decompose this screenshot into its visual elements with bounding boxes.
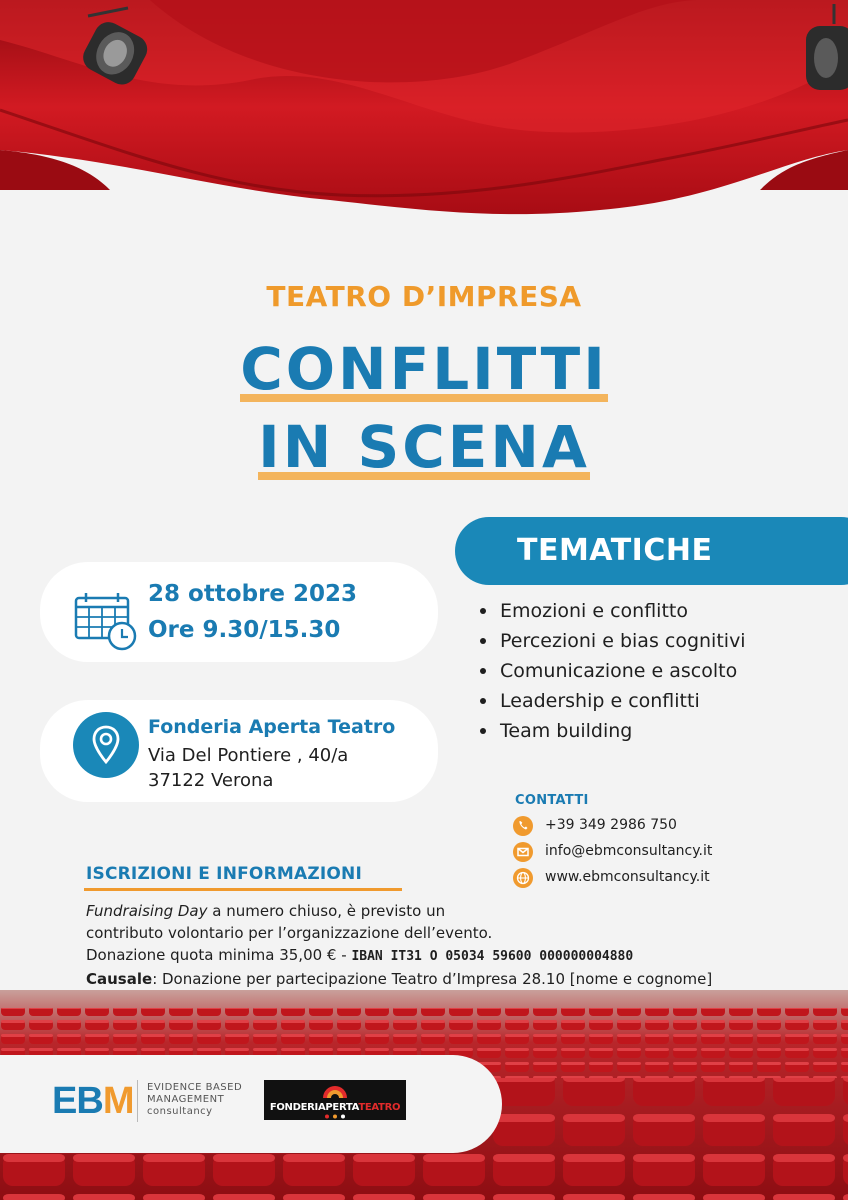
ebm-tagline bbox=[147, 1082, 242, 1118]
venue-address bbox=[148, 743, 348, 793]
title-text-2: IN SCENA bbox=[258, 413, 590, 481]
calendar-clock-icon bbox=[74, 592, 138, 652]
ebm-logo-e: E bbox=[52, 1080, 77, 1122]
fonderia-logo-white: FONDERIAPERTA bbox=[269, 1102, 359, 1113]
fundraising-day-label: Fundraising Day bbox=[86, 902, 208, 920]
registration-line-1-text: a numero chiuso, è previsto un bbox=[207, 902, 446, 920]
map-pin-badge bbox=[73, 712, 139, 778]
contact-website[interactable]: www.ebmconsultancy.it bbox=[545, 869, 710, 885]
ebm-logo-b: B bbox=[76, 1080, 103, 1122]
registration-line-1 bbox=[86, 900, 786, 922]
venue-address-line1: Via Del Pontiere , 40/a bbox=[148, 745, 349, 766]
contact-email[interactable]: info@ebmconsultancy.it bbox=[545, 843, 713, 859]
topic-item: Team building bbox=[478, 716, 746, 746]
fonderia-gear-icon bbox=[320, 1082, 350, 1100]
event-date: 28 ottobre 2023 bbox=[148, 581, 358, 607]
venue-card bbox=[40, 700, 438, 802]
event-kicker: TEATRO D’IMPRESA bbox=[266, 280, 582, 313]
registration-underline bbox=[84, 888, 402, 891]
registration-line-2: contributo volontario per l’organizzazione dell’evento. bbox=[86, 924, 493, 942]
ebm-tagline-1: EVIDENCE BASED bbox=[147, 1082, 243, 1093]
venue-name: Fonderia Aperta Teatro bbox=[148, 716, 396, 738]
registration-body bbox=[86, 900, 786, 990]
topic-item: Percezioni e bias cognitivi bbox=[478, 626, 746, 656]
event-date-time bbox=[148, 576, 357, 648]
causale-label: Causale bbox=[86, 970, 153, 988]
fonderia-aperta-logo bbox=[264, 1080, 406, 1120]
topics-heading: TEMATICHE bbox=[517, 533, 713, 568]
contacts-heading: CONTATTI bbox=[515, 793, 589, 808]
registration-line-3 bbox=[86, 944, 786, 968]
ebm-tagline-3: consultancy bbox=[147, 1106, 213, 1117]
map-pin-icon bbox=[92, 725, 120, 765]
topic-item: Leadership e conflitti bbox=[478, 686, 746, 716]
ebm-logo-m: M bbox=[102, 1080, 134, 1122]
fonderia-dots-icon bbox=[324, 1114, 346, 1119]
title-line-2 bbox=[0, 413, 848, 481]
spotlight-right-icon bbox=[796, 4, 848, 98]
title-line-1 bbox=[0, 335, 848, 403]
mail-icon bbox=[513, 842, 533, 862]
contact-phone[interactable]: +39 349 2986 750 bbox=[545, 817, 677, 833]
globe-icon bbox=[513, 868, 533, 888]
event-time: Ore 9.30/15.30 bbox=[148, 617, 341, 643]
topic-item: Emozioni e conflitto bbox=[478, 596, 746, 626]
venue-address-line2: 37122 Verona bbox=[148, 770, 274, 791]
fonderia-logo-red: TEATRO bbox=[358, 1102, 401, 1113]
topic-item: Comunicazione e ascolto bbox=[478, 656, 746, 686]
topics-list bbox=[478, 596, 746, 746]
ebm-logo bbox=[52, 1080, 133, 1123]
topics-heading-bar bbox=[455, 517, 848, 585]
donation-text: Donazione quota minima 35,00 € - bbox=[86, 946, 352, 964]
phone-icon bbox=[513, 816, 533, 836]
spotlight-left-icon bbox=[68, 6, 164, 98]
registration-line-4 bbox=[86, 968, 786, 990]
fonderia-logo-text bbox=[264, 1102, 406, 1113]
causale-text: : Donazione per partecipazione Teatro d’Impresa 28.10 [nome e cognome] bbox=[152, 970, 713, 988]
ebm-logo-divider bbox=[137, 1080, 138, 1122]
registration-heading: ISCRIZIONI E INFORMAZIONI bbox=[86, 864, 363, 884]
date-card bbox=[40, 562, 438, 662]
title-text-1: CONFLITTI bbox=[240, 335, 608, 403]
ebm-tagline-2: MANAGEMENT bbox=[147, 1094, 225, 1105]
iban: IBAN IT31 O 05034 59600 000000004880 bbox=[351, 949, 634, 964]
